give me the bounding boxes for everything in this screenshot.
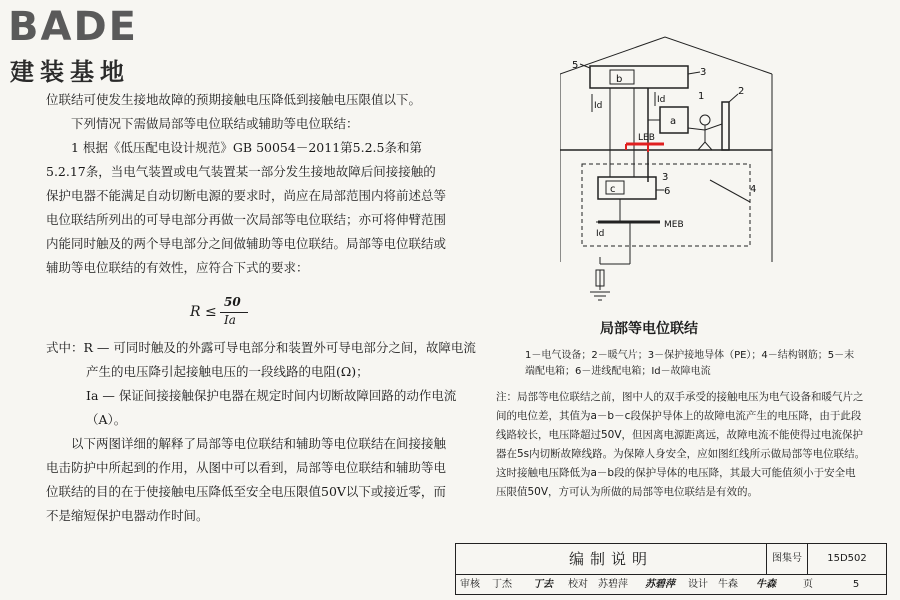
check-name: 苏碧萍 (598, 579, 628, 590)
label-3b: 3 (662, 172, 669, 183)
title-block (455, 543, 887, 595)
leader-4 (710, 180, 750, 202)
diagram-legend: 1－电气设备；2－暖气片；3－保护接地导体（PE）；4－结构钢筋；5－末端配电箱；6－进线配电箱；Id－故障电流 (525, 350, 855, 377)
paragraph-4: 式中：R — 可同时触及的外露可导电部分和装置外可导电部分之间，故障电流产生的电压降引起接触电压的一段线路的电阻(Ω)； (46, 340, 476, 379)
person-head (700, 115, 710, 125)
label-id-1: Id (594, 101, 603, 111)
label-id-3: Id (596, 229, 605, 239)
label-4: 4 (750, 184, 757, 195)
radiator-2 (722, 102, 729, 150)
formula-lhs: R ≤ (190, 304, 217, 320)
label-5: 5 (572, 60, 579, 71)
design-label: 设计 (688, 579, 708, 590)
title-block-row-2 (456, 575, 886, 594)
label-id-2: Id (657, 95, 666, 105)
logo-brand: BADE (8, 4, 138, 50)
label-6: 6 (664, 186, 671, 197)
atlas-label: 图集号 (767, 544, 808, 574)
leader-3a (688, 72, 700, 74)
label-meb: MEB (664, 220, 684, 230)
label-a: a (670, 116, 677, 127)
formula-denominator: Ia (224, 313, 236, 327)
label-b: b (616, 74, 623, 85)
label-1: 1 (698, 91, 705, 102)
check-label: 校对 (568, 579, 588, 590)
label-2: 2 (738, 86, 745, 97)
person-legs (698, 142, 712, 150)
logo (6, 4, 176, 84)
logo-subtitle: 建装基地 (10, 58, 130, 86)
title-block-row-1 (456, 544, 886, 575)
roof-line (560, 37, 772, 74)
design-name: 牛森 (718, 579, 738, 590)
paragraph-5: Ia — 保证间接接触保护电器在规定时间内切断故障回路的动作电流（A）。 (86, 388, 457, 427)
paragraph-1: 位联结可使发生接地故障的预期接触电压降低到接触电压限值以下。 (46, 92, 422, 107)
paragraph-6: 以下两图详细的解释了局部等电位联结和辅助等电位联结在间接接触电击防护中所起到的作用，从图中可以看到，局部等电位联结和辅助等电位联结的目的在于使接触电压降低至安全电压限值50V以下或接近零，而不是缩短保护电器动作时间。 (46, 436, 447, 523)
paragraph-2: 下列情况下需做局部等电位联结或辅助等电位联结： (71, 116, 359, 131)
formula-numerator: 50 (224, 295, 241, 309)
diagram-note: 注：局部等电位联结之前，图中人的双手承受的接触电压为电气设备和暖气片之间的电位差，其值为a－b－c段保护导体上的故障电流产生的电压降，由于此段线路较长，电压降超过50V，但因离电源距离远，故障电流不能使得过电流保护器在5s内切断故障线路。为保障人身安全，应如图红线所示做局部等电位联结。这时接触电压降低为a－b段的保护导体的电压降，其最大可能值须小于安全电压限值50V，方可认为所做的局部等电位联结是有效的。 (496, 391, 866, 498)
person-arm-right (705, 124, 722, 130)
leader-2 (729, 94, 738, 102)
label-3a: 3 (700, 67, 707, 78)
review-signature: 丁去 (533, 579, 553, 590)
page-label: 页 (803, 579, 813, 590)
box-5 (590, 66, 688, 88)
equipotential-diagram (560, 32, 780, 312)
review-label: 审核 (460, 579, 480, 590)
review-name: 丁杰 (492, 579, 512, 590)
design-signature: 牛森 (756, 579, 776, 590)
label-c: c (610, 184, 616, 195)
page-number: 5 (852, 579, 860, 590)
person-arm-left (688, 128, 705, 130)
title-block-title: 编制说明 (456, 544, 767, 574)
paragraph-3: 1 根据《低压配电设计规范》GB 50054－2011第5.2.5条和第5.2.17条，当电气装置或电气装置某一部分发生接地故障后间接接触的保护电器不能满足自动切断电源的要求时，尚应在局部范围内将前述总等电位联结所列出的可导电部分再做一次局部等电位联结；亦可将伸臂范围内能同时触及的两个导电部分之间做辅助等电位联结。局部等电位联结或辅助等电位联结的有效性，应符合下式的要求： (46, 140, 447, 275)
formula (190, 295, 280, 331)
atlas-number: 15D502 (827, 553, 867, 564)
diagram-title: 局部等电位联结 (600, 321, 698, 337)
label-leb: LEB (638, 133, 655, 143)
check-signature: 苏碧萍 (645, 579, 675, 590)
